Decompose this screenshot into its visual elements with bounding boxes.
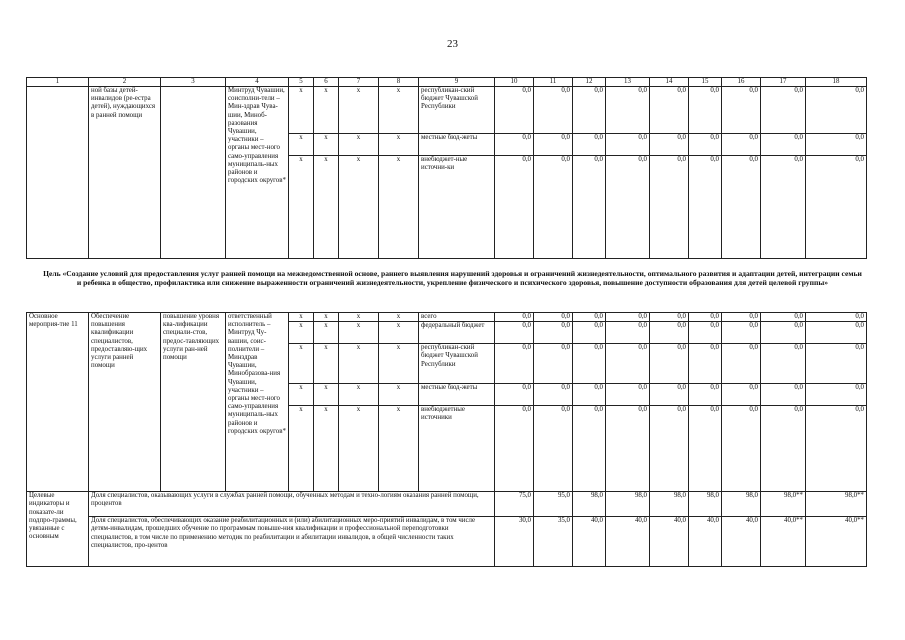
value-cell: 0,0: [722, 134, 761, 156]
column-number: 5: [289, 78, 314, 87]
x-mark: x: [314, 322, 339, 344]
column-number: 9: [419, 78, 495, 87]
measure-name-cell: Обеспечение повышения квалификации специалистов, предоставляю-щих услуги ранней помощи: [89, 313, 161, 492]
value-cell: 0,0: [606, 384, 650, 406]
value-cell: 0,0: [606, 322, 650, 344]
indicator-value: 40,0: [573, 517, 606, 567]
indicator-value: 98,0: [650, 492, 689, 517]
column-number: 10: [495, 78, 534, 87]
value-cell: 0,0: [689, 134, 722, 156]
cont-result-cell: ной базы детей-инвалидов (ре-естра детей), нуждающихся в ранней помощи: [89, 87, 161, 259]
value-cell: 0,0: [573, 313, 606, 322]
x-mark: x: [289, 87, 314, 134]
x-mark: x: [289, 322, 314, 344]
value-cell: 0,0: [761, 156, 806, 259]
value-cell: 0,0: [761, 134, 806, 156]
x-mark: x: [339, 313, 379, 322]
value-cell: 0,0: [495, 134, 534, 156]
indicator-value: 98,0**: [761, 492, 806, 517]
indicator-text: Доля специалистов, оказывающих услуги в службах ранней помощи, обученных методам и техно-логиям оказания ранней помощи, процентов: [89, 492, 495, 517]
empty-cell: [27, 87, 89, 259]
value-cell: 0,0: [806, 384, 867, 406]
value-cell: 0,0: [650, 134, 689, 156]
value-cell: 0,0: [650, 87, 689, 134]
value-cell: 0,0: [722, 384, 761, 406]
x-mark: x: [314, 313, 339, 322]
value-cell: 0,0: [761, 384, 806, 406]
value-cell: 0,0: [806, 134, 867, 156]
x-mark: x: [314, 406, 339, 492]
value-cell: 0,0: [606, 156, 650, 259]
x-mark: x: [289, 406, 314, 492]
column-number: 13: [606, 78, 650, 87]
indicator-value: 98,0: [573, 492, 606, 517]
x-mark: x: [379, 384, 419, 406]
measure-title-cell: Основное мероприя-тие 11: [27, 313, 89, 492]
column-number: 2: [89, 78, 161, 87]
value-cell: 0,0: [534, 134, 573, 156]
value-cell: 0,0: [650, 406, 689, 492]
column-number: 3: [161, 78, 226, 87]
value-cell: 0,0: [573, 322, 606, 344]
value-cell: 0,0: [806, 344, 867, 384]
value-cell: 0,0: [606, 406, 650, 492]
value-cell: 0,0: [806, 156, 867, 259]
indicator-value: 98,0: [689, 492, 722, 517]
indicator-value: 40,0: [722, 517, 761, 567]
column-number: 7: [339, 78, 379, 87]
x-mark: x: [379, 406, 419, 492]
value-cell: 0,0: [806, 322, 867, 344]
value-cell: 0,0: [806, 87, 867, 134]
value-cell: 0,0: [722, 87, 761, 134]
indicator-value: 40,0: [650, 517, 689, 567]
x-mark: x: [289, 384, 314, 406]
indicator-value: 98,0: [722, 492, 761, 517]
empty-cell: [161, 87, 226, 259]
continuation-table: [26, 77, 867, 259]
value-cell: 0,0: [495, 156, 534, 259]
x-mark: x: [339, 156, 379, 259]
funding-source: внебюджет-ные источни-ки: [419, 156, 495, 259]
x-mark: x: [314, 156, 339, 259]
column-number: 14: [650, 78, 689, 87]
value-cell: 0,0: [689, 313, 722, 322]
value-cell: 0,0: [495, 87, 534, 134]
x-mark: x: [289, 134, 314, 156]
column-number: 11: [534, 78, 573, 87]
value-cell: 0,0: [761, 313, 806, 322]
measure-table: [26, 312, 867, 567]
value-cell: 0,0: [534, 313, 573, 322]
value-cell: 0,0: [495, 313, 534, 322]
value-cell: 0,0: [650, 322, 689, 344]
indicator-value: 40,0**: [761, 517, 806, 567]
value-cell: 0,0: [606, 87, 650, 134]
x-mark: x: [379, 87, 419, 134]
indicator-value: 95,0: [534, 492, 573, 517]
x-mark: x: [314, 87, 339, 134]
value-cell: 0,0: [495, 322, 534, 344]
indicator-text: Доля специалистов, обеспечивающих оказание реабилитационных и (или) абилитационных меро-приятий инвалидам, в том числе детям-инвалидам, прошедших обучение по программам повыше-ния квалификации и профессиональной переподготовки специалистов, в том числе по применению методик по реабилитации и абилитации инвалидов, в общей численности таких специалистов, про-центов: [89, 517, 495, 567]
column-number: 8: [379, 78, 419, 87]
value-cell: 0,0: [689, 322, 722, 344]
funding-source: местные бюд-жеты: [419, 134, 495, 156]
value-cell: 0,0: [761, 406, 806, 492]
column-number: 12: [573, 78, 606, 87]
funding-source: федеральный бюджет: [419, 322, 495, 344]
value-cell: 0,0: [650, 313, 689, 322]
x-mark: x: [314, 134, 339, 156]
x-mark: x: [379, 134, 419, 156]
x-mark: x: [379, 156, 419, 259]
value-cell: 0,0: [761, 87, 806, 134]
value-cell: 0,0: [534, 156, 573, 259]
value-cell: 0,0: [650, 344, 689, 384]
value-cell: 0,0: [689, 156, 722, 259]
column-number: 6: [314, 78, 339, 87]
value-cell: 0,0: [689, 87, 722, 134]
column-number: 1: [27, 78, 89, 87]
value-cell: 0,0: [606, 313, 650, 322]
value-cell: 0,0: [650, 156, 689, 259]
indicator-value: 40,0: [606, 517, 650, 567]
page-number: 23: [447, 38, 458, 50]
x-mark: x: [339, 406, 379, 492]
value-cell: 0,0: [689, 384, 722, 406]
funding-source: внебюджетные источники: [419, 406, 495, 492]
goal-heading: Цель «Создание условий для предоставления услуг ранней помощи на межведомственной основе, раннего выявления нарушений здоровья и ограничений жизнедеятельности, оптимального развития и адаптации детей, интеграции семьи и ребенка в общество, профилактика или снижение выраженности ограничений жизнедеятельности, укрепление физического и психического здоровья, повышение доступности образования для детей целевой группы»: [43, 269, 862, 288]
indicator-value: 98,0: [606, 492, 650, 517]
indicator-value: 40,0**: [806, 517, 867, 567]
x-mark: x: [289, 344, 314, 384]
value-cell: 0,0: [534, 406, 573, 492]
x-mark: x: [339, 322, 379, 344]
x-mark: x: [339, 344, 379, 384]
funding-source: местные бюд-жеты: [419, 384, 495, 406]
indicator-value: 98,0**: [806, 492, 867, 517]
indicator-value: 35,0: [534, 517, 573, 567]
value-cell: 0,0: [722, 322, 761, 344]
indicator-value: 30,0: [495, 517, 534, 567]
cont-executor-cell: Минтруд Чувашии, соисполни-тели – Мин-здрав Чува-шии, Миноб-разования Чувашии, участники – органы мест-ного само-управления муниципаль-ных районов и городских округов*: [226, 87, 289, 259]
value-cell: 0,0: [573, 87, 606, 134]
x-mark: x: [289, 313, 314, 322]
value-cell: 0,0: [573, 384, 606, 406]
x-mark: x: [339, 134, 379, 156]
funding-source: республикан-ский бюджет Чувашской Республики: [419, 344, 495, 384]
indicators-label-cell: Целевые индикаторы и показате-ли подпро-граммы, увязанные с основным: [27, 492, 89, 567]
x-mark: x: [339, 384, 379, 406]
value-cell: 0,0: [650, 384, 689, 406]
column-number: 18: [806, 78, 867, 87]
indicator-value: 75,0: [495, 492, 534, 517]
value-cell: 0,0: [573, 406, 606, 492]
column-number-row: [27, 78, 867, 87]
funding-source: республикан-ский бюджет Чувашской Республики: [419, 87, 495, 134]
x-mark: x: [379, 344, 419, 384]
column-number: 4: [226, 78, 289, 87]
value-cell: 0,0: [534, 384, 573, 406]
column-number: 16: [722, 78, 761, 87]
value-cell: 0,0: [722, 344, 761, 384]
value-cell: 0,0: [806, 406, 867, 492]
x-mark: x: [314, 384, 339, 406]
value-cell: 0,0: [573, 134, 606, 156]
value-cell: 0,0: [761, 322, 806, 344]
value-cell: 0,0: [761, 344, 806, 384]
value-cell: 0,0: [495, 406, 534, 492]
measure-executor-cell: ответственный исполнитель – Минтруд Чу-вашии, соис-полнители – Минздрав Чувашии, Минобразова-ния Чувашии, участники – органы мест-ного само-управления муниципаль-ных районов и городских округов*: [226, 313, 289, 492]
x-mark: x: [379, 313, 419, 322]
value-cell: 0,0: [534, 322, 573, 344]
x-mark: x: [339, 87, 379, 134]
x-mark: x: [379, 322, 419, 344]
indicator-value: 40,0: [689, 517, 722, 567]
value-cell: 0,0: [689, 406, 722, 492]
value-cell: 0,0: [495, 384, 534, 406]
value-cell: 0,0: [534, 344, 573, 384]
value-cell: 0,0: [722, 406, 761, 492]
value-cell: 0,0: [495, 344, 534, 384]
value-cell: 0,0: [689, 344, 722, 384]
funding-source: всего: [419, 313, 495, 322]
x-mark: x: [289, 156, 314, 259]
value-cell: 0,0: [606, 344, 650, 384]
x-mark: x: [314, 344, 339, 384]
value-cell: 0,0: [534, 87, 573, 134]
column-number: 15: [689, 78, 722, 87]
measure-result-cell: повышение уровня ква-лификации специали-стов, предос-тавляющих услуги ран-ней помощи: [161, 313, 226, 492]
value-cell: 0,0: [573, 344, 606, 384]
value-cell: 0,0: [722, 156, 761, 259]
column-number: 17: [761, 78, 806, 87]
value-cell: 0,0: [722, 313, 761, 322]
value-cell: 0,0: [606, 134, 650, 156]
value-cell: 0,0: [806, 313, 867, 322]
value-cell: 0,0: [573, 156, 606, 259]
